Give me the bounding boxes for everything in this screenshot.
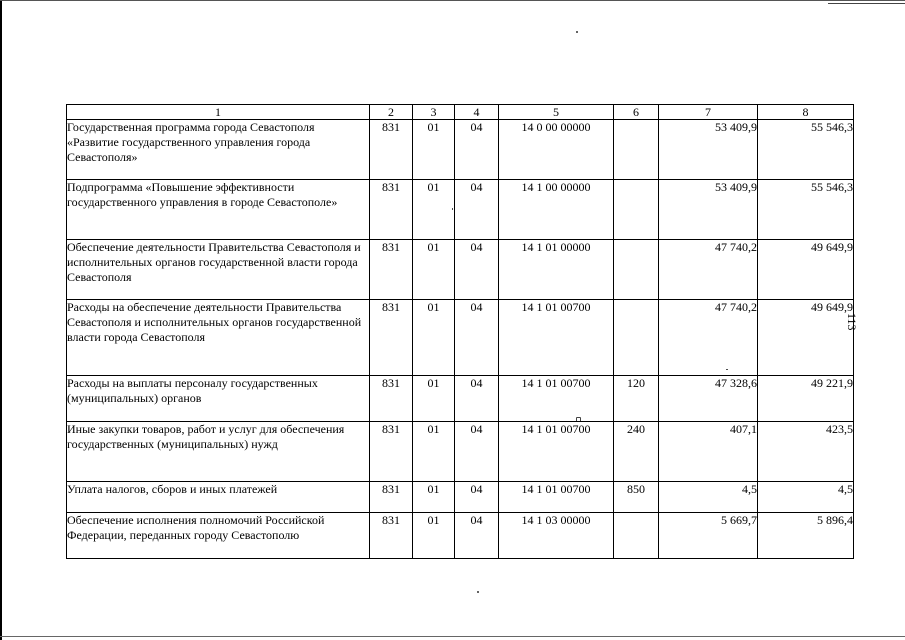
table-header-row [67,105,854,120]
cell-col3: 01 [413,513,455,559]
row-name: Расходы на обеспечение деятельности Правительства Севастополя и исполнительных органов государственной власти города Севастополя [67,300,370,376]
cell-col5: 14 1 01 00700 [499,376,614,422]
cell-col8: 55 546,3 [758,180,854,240]
cell-col8: 5 896,4 [758,513,854,559]
scan-edge-bottom [0,636,905,637]
cell-col6 [614,240,659,300]
row-name: Подпрограмма «Повышение эффективности государственного управления в городе Севастополе» [67,180,370,240]
cell-col3: 01 [413,300,455,376]
cell-col5: 14 1 03 00000 [499,513,614,559]
cell-col2: 831 [370,376,413,422]
row-name: Обеспечение деятельности Правительства Севастополя и исполнительных органов государственной власти города Севастополя [67,240,370,300]
cell-col3: 01 [413,240,455,300]
table-row [67,513,854,559]
cell-col2: 831 [370,180,413,240]
column-header: 3 [413,105,455,120]
column-header: 5 [499,105,614,120]
cell-col5: 14 1 01 00700 [499,482,614,513]
cell-col2: 831 [370,482,413,513]
table-row [67,240,854,300]
cell-col8: 55 546,3 [758,120,854,180]
cell-col5: 14 1 01 00000 [499,240,614,300]
cell-col4: 04 [455,422,499,482]
table-row [67,180,854,240]
budget-table [66,104,854,559]
cell-col8: 49 221,9 [758,376,854,422]
column-header: 8 [758,105,854,120]
cell-col6: 240 [614,422,659,482]
column-header: 2 [370,105,413,120]
cell-col7: 47 740,2 [659,300,758,376]
cell-col7: 47 328,6 [659,376,758,422]
cell-col8: 423,5 [758,422,854,482]
column-header: 4 [455,105,499,120]
cell-col2: 831 [370,422,413,482]
row-name: Расходы на выплаты персоналу государственных (муниципальных) органов [67,376,370,422]
column-header: 1 [67,105,370,120]
scan-speck [576,31,578,33]
cell-col6 [614,300,659,376]
scan-edge-top [0,0,905,1]
cell-col4: 04 [455,180,499,240]
cell-col5: 14 1 01 00700 [499,422,614,482]
cell-col7: 53 409,9 [659,180,758,240]
cell-col8: 49 649,9 [758,240,854,300]
cell-col7: 407,1 [659,422,758,482]
table-row [67,482,854,513]
cell-col6 [614,180,659,240]
cell-col6: 120 [614,376,659,422]
row-name: Иные закупки товаров, работ и услуг для обеспечения государственных (муниципальных) нужд [67,422,370,482]
cell-col3: 01 [413,120,455,180]
scan-edge-top-right [828,3,905,4]
cell-col7: 47 740,2 [659,240,758,300]
page-number: 113 [845,313,859,331]
row-name: Государственная программа города Севастополя «Развитие государственного управления города Севастополя» [67,120,370,180]
cell-col4: 04 [455,240,499,300]
cell-col2: 831 [370,300,413,376]
cell-col4: 04 [455,120,499,180]
cell-col2: 831 [370,240,413,300]
cell-col4: 04 [455,513,499,559]
scan-edge-left [0,0,2,640]
cell-col7: 53 409,9 [659,120,758,180]
cell-col2: 831 [370,513,413,559]
cell-col5: 14 1 01 00700 [499,300,614,376]
cell-col6: 850 [614,482,659,513]
cell-col5: 14 0 00 00000 [499,120,614,180]
cell-col4: 04 [455,300,499,376]
row-name: Уплата налогов, сборов и иных платежей [67,482,370,513]
table-row [67,300,854,376]
scan-speck [477,591,479,593]
cell-col3: 01 [413,376,455,422]
cell-col8: 4,5 [758,482,854,513]
row-name: Обеспечение исполнения полномочий Российской Федерации, переданных городу Севастополю [67,513,370,559]
cell-col3: 01 [413,422,455,482]
cell-col3: 01 [413,180,455,240]
table-row [67,376,854,422]
table-row [67,422,854,482]
cell-col7: 5 669,7 [659,513,758,559]
column-header: 7 [659,105,758,120]
column-header: 6 [614,105,659,120]
cell-col6 [614,513,659,559]
cell-col5: 14 1 00 00000 [499,180,614,240]
cell-col6 [614,120,659,180]
cell-col8: 49 649,9 [758,300,854,376]
cell-col3: 01 [413,482,455,513]
cell-col2: 831 [370,120,413,180]
table-row [67,120,854,180]
cell-col7: 4,5 [659,482,758,513]
cell-col4: 04 [455,376,499,422]
cell-col4: 04 [455,482,499,513]
